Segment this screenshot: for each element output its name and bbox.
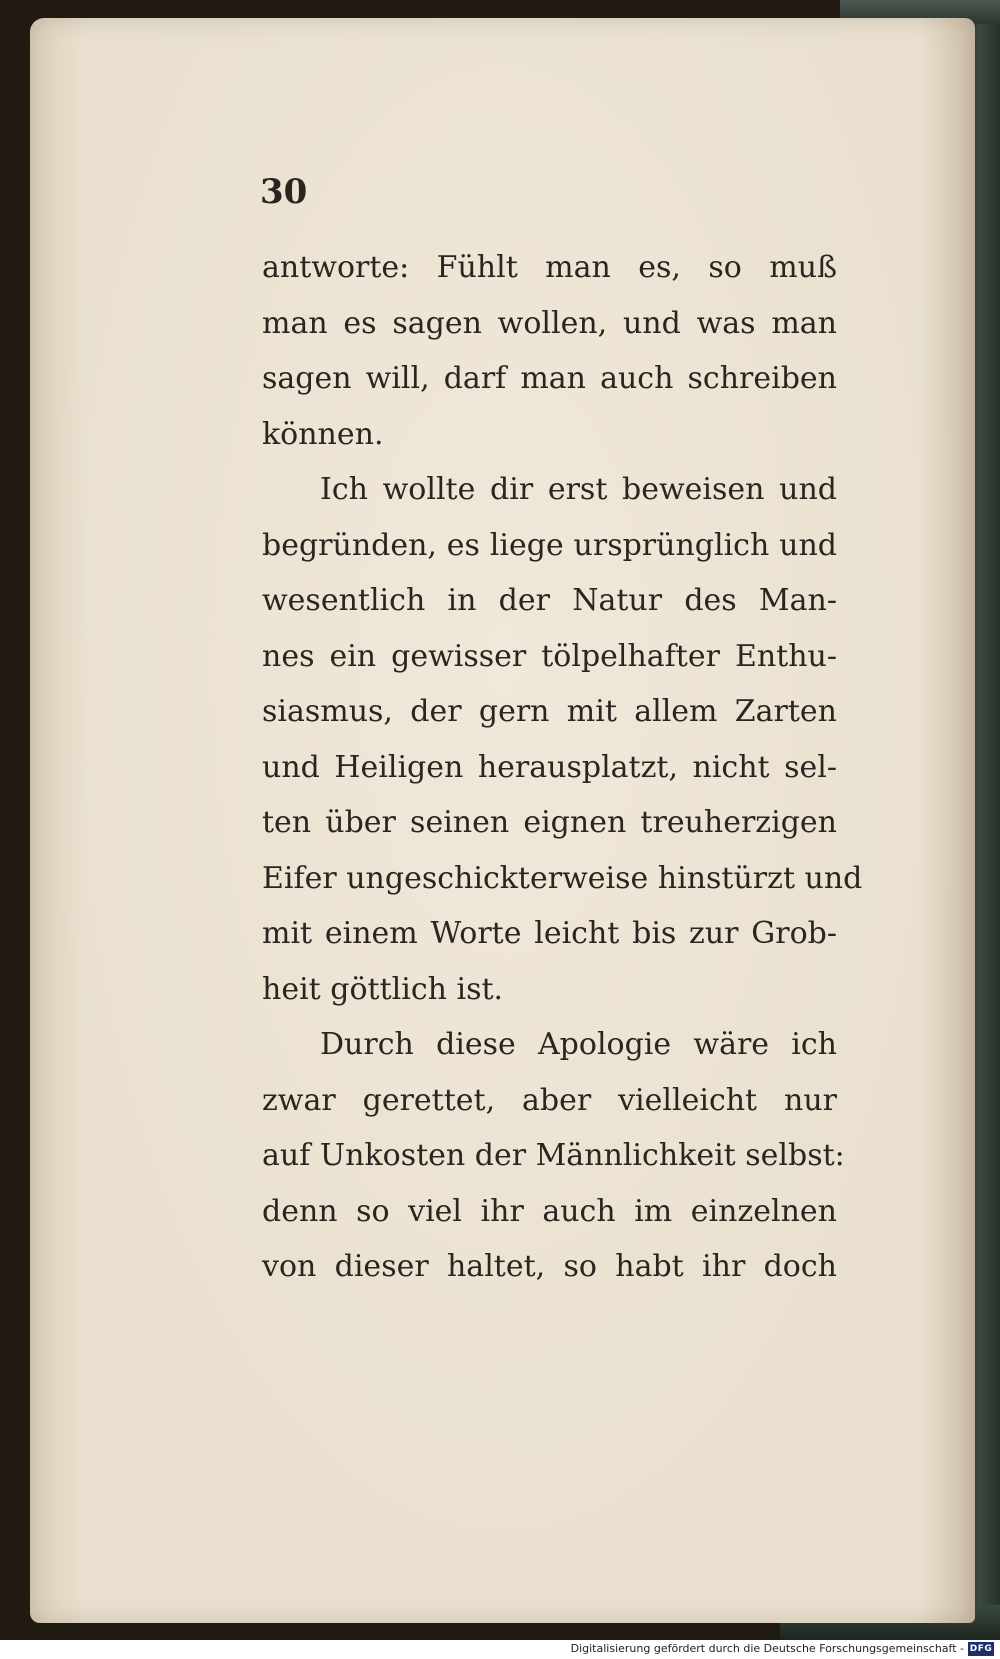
text-line: mit einem Worte leicht bis zur Grob- xyxy=(262,916,837,951)
text-line: Ich wollte dir erst beweisen und xyxy=(320,472,837,507)
text-line: nes ein gewisser tölpelhafter Enthu- xyxy=(262,638,837,674)
text-line: siasmus, der gern mit allem Zarten xyxy=(262,694,837,729)
funding-credit: Digitalisierung gefördert durch die Deutsche Forschungsgemeinschaft - xyxy=(570,1642,964,1655)
text-line: sagen will, darf man auch schreiben xyxy=(262,361,837,396)
paragraph-3 xyxy=(262,1017,845,1295)
page-number: 30 xyxy=(260,172,308,212)
text-line: man es sagen wollen, und was man xyxy=(262,305,837,341)
text-line: heit göttlich ist. xyxy=(262,971,504,1007)
dfg-logo-icon: DFG xyxy=(969,1644,993,1654)
paragraph-2 xyxy=(262,462,863,1017)
text-line: Durch diese Apologie wäre ich xyxy=(320,1027,837,1062)
text-line: können. xyxy=(262,416,384,452)
text-line: denn so viel ihr auch im einzelnen xyxy=(262,1193,837,1229)
text-line: wesentlich in der Natur des Man- xyxy=(262,583,837,618)
text-line: zwar gerettet, aber vielleicht nur xyxy=(262,1082,837,1118)
text-line: Eifer ungeschickterweise hinstürzt und xyxy=(262,860,863,896)
paragraph-1 xyxy=(262,240,837,462)
text-line: auf Unkosten der Männlichkeit selbst: xyxy=(262,1138,845,1173)
text-line: antworte: Fühlt man es, so muß xyxy=(262,250,837,285)
page-text xyxy=(262,240,863,1295)
text-line: begründen, es liege ursprünglich und xyxy=(262,527,837,563)
text-line: und Heiligen herausplatzt, nicht sel- xyxy=(262,749,837,785)
text-line: ten über seinen eignen treuherzigen xyxy=(262,805,837,840)
text-line: von dieser haltet, so habt ihr doch xyxy=(262,1249,837,1284)
digitization-footer xyxy=(0,1640,1000,1659)
